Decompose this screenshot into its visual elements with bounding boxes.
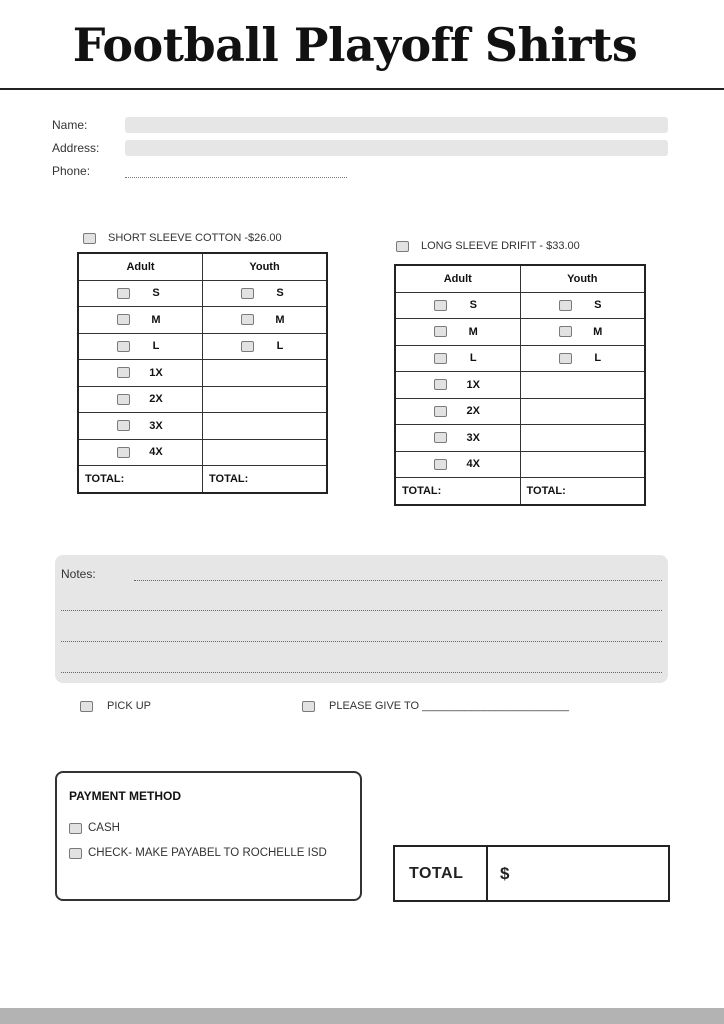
checkbox[interactable] — [69, 823, 82, 834]
total-row — [78, 466, 327, 493]
table-row — [78, 386, 327, 413]
name-label: Name: — [52, 118, 88, 132]
checkbox[interactable] — [434, 353, 447, 364]
empty-cell — [203, 439, 328, 466]
size-option — [395, 372, 520, 399]
product-label: SHORT SLEEVE COTTON -$26.00 — [108, 232, 282, 244]
size-option — [78, 360, 203, 387]
size-table-short-sleeve — [77, 252, 328, 494]
payment-check-option[interactable] — [69, 847, 327, 859]
empty-cell — [520, 425, 645, 452]
size-option-youth[interactable] — [203, 314, 326, 326]
size-option-adult[interactable] — [79, 446, 202, 458]
size-option-adult[interactable] — [396, 405, 520, 417]
size-option-adult[interactable] — [396, 299, 520, 311]
size-label: L — [276, 340, 284, 353]
notes-line[interactable] — [61, 641, 662, 642]
checkbox[interactable] — [241, 288, 254, 299]
checkbox[interactable] — [241, 341, 254, 352]
pickup-option[interactable] — [80, 700, 151, 712]
size-label: 2X — [466, 405, 480, 418]
size-label: L — [469, 352, 477, 365]
footer-bar — [0, 1008, 724, 1024]
checkbox[interactable] — [117, 341, 130, 352]
table-row — [78, 413, 327, 440]
title-divider — [0, 88, 724, 90]
total-cell[interactable]: TOTAL: — [203, 466, 328, 493]
notes-label: Notes: — [61, 567, 96, 581]
size-label: S — [276, 287, 284, 300]
checkbox[interactable] — [83, 233, 96, 244]
table-row — [78, 280, 327, 307]
size-option-adult[interactable] — [79, 287, 202, 299]
checkbox[interactable] — [302, 701, 315, 712]
checkbox[interactable] — [434, 406, 447, 417]
size-label: 2X — [149, 393, 163, 406]
size-option — [395, 451, 520, 478]
size-option — [203, 307, 328, 334]
size-label: 4X — [149, 446, 163, 459]
empty-cell — [520, 451, 645, 478]
size-label: M — [151, 313, 161, 326]
size-option — [203, 280, 328, 307]
size-label: S — [594, 299, 602, 312]
size-label: 3X — [149, 419, 163, 432]
table-row — [78, 439, 327, 466]
table-row — [395, 398, 645, 425]
checkbox[interactable] — [434, 432, 447, 443]
size-label: M — [468, 325, 478, 338]
give-to-label: PLEASE GIVE TO ________________________ — [329, 700, 569, 712]
size-label: M — [593, 325, 603, 338]
size-option-adult[interactable] — [396, 379, 520, 391]
table-row — [395, 372, 645, 399]
size-option-adult[interactable] — [396, 326, 520, 338]
size-option-youth[interactable] — [203, 340, 326, 352]
checkbox[interactable] — [434, 379, 447, 390]
size-label: 1X — [466, 378, 480, 391]
size-option-youth[interactable] — [521, 352, 645, 364]
size-option — [395, 398, 520, 425]
phone-label: Phone: — [52, 164, 91, 178]
empty-cell — [520, 372, 645, 399]
checkbox[interactable] — [80, 701, 93, 712]
table-header-row — [395, 265, 645, 292]
notes-line[interactable] — [61, 672, 662, 673]
size-option — [78, 386, 203, 413]
empty-cell — [520, 398, 645, 425]
table-row — [395, 425, 645, 452]
table-row — [78, 307, 327, 334]
checkbox[interactable] — [396, 241, 409, 252]
size-option — [520, 345, 645, 372]
table-row — [395, 292, 645, 319]
grand-total-field[interactable] — [488, 847, 509, 900]
size-option — [520, 319, 645, 346]
checkbox[interactable] — [117, 314, 130, 325]
column-header: Adult — [78, 253, 203, 280]
size-label: L — [152, 340, 160, 353]
currency-symbol: $ — [500, 863, 510, 883]
total-cell[interactable]: TOTAL: — [395, 478, 520, 505]
size-option-adult[interactable] — [396, 458, 520, 470]
notes-line[interactable] — [134, 580, 662, 581]
size-option — [520, 292, 645, 319]
total-cell[interactable]: TOTAL: — [520, 478, 645, 505]
table-row — [78, 333, 327, 360]
checkbox[interactable] — [117, 420, 130, 431]
column-header: Youth — [203, 253, 328, 280]
size-option-adult[interactable] — [79, 367, 202, 379]
empty-cell — [203, 386, 328, 413]
size-label: S — [152, 287, 160, 300]
size-table-long-sleeve — [394, 264, 646, 506]
size-option-youth[interactable] — [521, 299, 645, 311]
notes-box[interactable] — [55, 555, 668, 683]
size-option-adult[interactable] — [396, 432, 520, 444]
product-label: LONG SLEEVE DRIFIT - $33.00 — [421, 240, 580, 252]
grand-total-box — [393, 845, 670, 902]
size-option — [78, 307, 203, 334]
checkbox[interactable] — [559, 353, 572, 364]
size-option-adult[interactable] — [79, 314, 202, 326]
payment-cash-option[interactable] — [69, 822, 120, 834]
size-label: L — [594, 352, 602, 365]
phone-field[interactable] — [125, 177, 347, 178]
size-option — [78, 280, 203, 307]
size-option — [395, 292, 520, 319]
size-option — [78, 413, 203, 440]
size-option-adult[interactable] — [79, 393, 202, 405]
pickup-label: PICK UP — [107, 700, 152, 712]
payment-title: PAYMENT METHOD — [69, 789, 182, 803]
table-row — [395, 319, 645, 346]
column-header: Youth — [520, 265, 645, 292]
address-field[interactable] — [125, 140, 668, 156]
checkbox[interactable] — [69, 848, 82, 859]
checkbox[interactable] — [117, 367, 130, 378]
size-option-youth[interactable] — [521, 326, 645, 338]
size-option — [78, 439, 203, 466]
product-short-sleeve[interactable] — [83, 232, 282, 244]
size-label: 1X — [149, 366, 163, 379]
size-option-adult[interactable] — [79, 420, 202, 432]
total-row — [395, 478, 645, 505]
address-label: Address: — [52, 141, 100, 155]
page-title: Football Playoff Shirts — [72, 18, 638, 72]
table-row — [395, 345, 645, 372]
checkbox[interactable] — [241, 314, 254, 325]
check-label: CHECK- MAKE PAYABEL TO ROCHELLE ISD — [88, 847, 327, 859]
notes-line[interactable] — [61, 610, 662, 611]
grand-total-label: TOTAL — [395, 847, 488, 900]
table-row — [78, 360, 327, 387]
size-option — [395, 345, 520, 372]
checkbox[interactable] — [117, 288, 130, 299]
size-option — [78, 333, 203, 360]
payment-method-box — [55, 771, 362, 901]
size-label: 4X — [466, 458, 480, 471]
checkbox[interactable] — [117, 394, 130, 405]
checkbox[interactable] — [434, 326, 447, 337]
size-label: 3X — [466, 431, 480, 444]
column-header: Adult — [395, 265, 520, 292]
table-row — [395, 451, 645, 478]
size-option-adult[interactable] — [396, 352, 520, 364]
checkbox[interactable] — [434, 459, 447, 470]
product-long-sleeve[interactable] — [396, 240, 580, 252]
checkbox[interactable] — [559, 326, 572, 337]
size-option-youth[interactable] — [203, 287, 326, 299]
checkbox[interactable] — [434, 300, 447, 311]
checkbox[interactable] — [117, 447, 130, 458]
size-option — [395, 319, 520, 346]
size-option-adult[interactable] — [79, 340, 202, 352]
size-label: M — [275, 313, 285, 326]
cash-label: CASH — [88, 822, 120, 834]
give-to-option[interactable] — [302, 700, 569, 712]
total-cell[interactable]: TOTAL: — [78, 466, 203, 493]
checkbox[interactable] — [559, 300, 572, 311]
table-header-row — [78, 253, 327, 280]
size-option — [395, 425, 520, 452]
empty-cell — [203, 360, 328, 387]
size-label: S — [469, 299, 477, 312]
empty-cell — [203, 413, 328, 440]
name-field[interactable] — [125, 117, 668, 133]
size-option — [203, 333, 328, 360]
